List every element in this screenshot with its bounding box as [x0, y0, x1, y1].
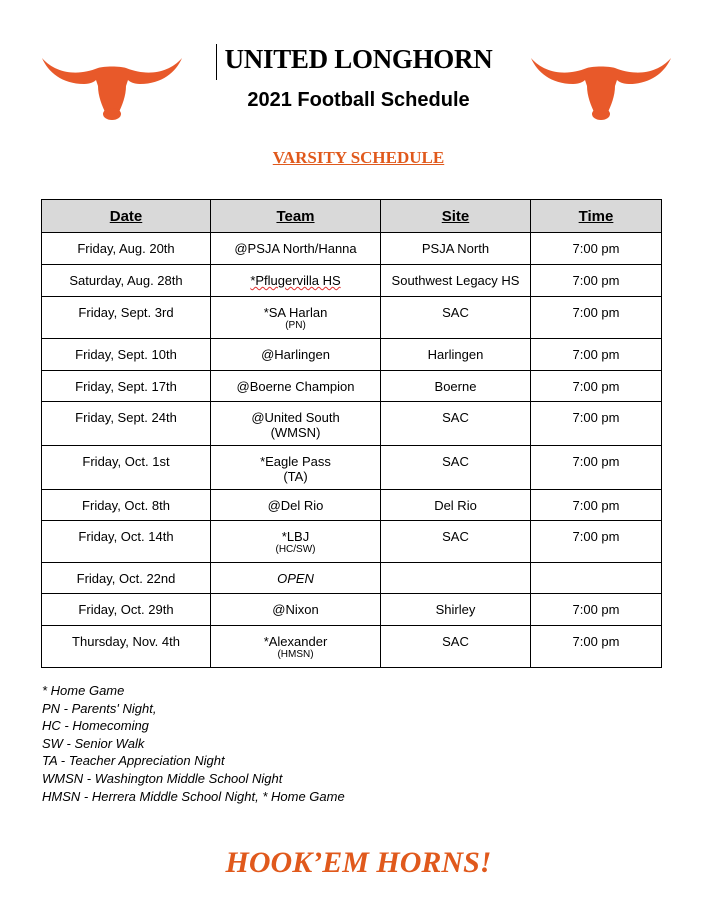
cell-team-note: (WMSN): [270, 425, 321, 440]
cell-team: @Boerne Champion: [211, 371, 381, 402]
cell-site: [381, 563, 531, 594]
cell-time: 7:00 pm: [531, 490, 662, 521]
cell-team: [211, 521, 381, 563]
cell-time: 7:00 pm: [531, 371, 662, 402]
cell-time: 7:00 pm: [531, 297, 662, 339]
table-row: [42, 233, 662, 265]
cell-team-text: *Pflugervilla HS: [250, 273, 341, 288]
cell-date: Friday, Sept. 24th: [42, 402, 211, 446]
cell-time: 7:00 pm: [531, 521, 662, 563]
table-row: [42, 402, 662, 446]
cell-date: Friday, Oct. 22nd: [42, 563, 211, 594]
cell-time: 7:00 pm: [531, 265, 662, 297]
cell-team-text: *Eagle Pass: [260, 454, 331, 469]
legend-item: HC - Homecoming: [42, 718, 149, 734]
legend-item: HMSN - Herrera Middle School Night, * Home Game: [42, 788, 345, 804]
cell-site: Harlingen: [381, 339, 531, 371]
table-row: [42, 265, 662, 297]
page-subtitle: 2021 Football Schedule: [247, 89, 470, 111]
cell-team: @PSJA North/Hanna: [211, 233, 381, 265]
cell-date: Friday, Oct. 1st: [42, 446, 211, 490]
cell-team-text: @United South: [251, 410, 340, 425]
cell-date: Friday, Sept. 17th: [42, 371, 211, 402]
table-header-row: [42, 200, 662, 233]
schedule-table: [41, 199, 662, 668]
cell-time: 7:00 pm: [531, 402, 662, 446]
table-row: [42, 521, 662, 563]
table-row: [42, 626, 662, 668]
legend-item: PN - Parents' Night,: [42, 700, 157, 716]
legend: [42, 682, 345, 805]
column-header-time: Time: [531, 200, 662, 233]
legend-item: * Home Game: [42, 683, 125, 698]
cell-team: [211, 446, 381, 490]
cell-team: [211, 297, 381, 339]
cell-team-text: *SA Harlan: [263, 305, 328, 320]
table-row: [42, 339, 662, 371]
cell-team: @Nixon: [211, 594, 381, 626]
cell-date: Friday, Sept. 3rd: [42, 297, 211, 339]
table-row: [42, 297, 662, 339]
legend-item: WMSN - Washington Middle School Night: [42, 770, 283, 786]
cell-site: Shirley: [381, 594, 531, 626]
cell-site: PSJA North: [381, 233, 531, 265]
cell-time: 7:00 pm: [531, 594, 662, 626]
cell-site: SAC: [381, 521, 531, 563]
cell-site: Boerne: [381, 371, 531, 402]
cell-site: SAC: [381, 446, 531, 490]
cell-team-text: *Alexander: [263, 634, 328, 649]
cell-date: Friday, Oct. 8th: [42, 490, 211, 521]
section-title: VARSITY SCHEDULE: [272, 148, 445, 167]
cell-site: Southwest Legacy HS: [381, 265, 531, 297]
cell-team: [211, 563, 381, 594]
cell-team: @Harlingen: [211, 339, 381, 371]
cell-team: [211, 265, 381, 297]
page-title: UNITED LONGHORN: [224, 44, 493, 74]
cell-team-text: *LBJ: [281, 529, 310, 544]
cell-date: Friday, Oct. 29th: [42, 594, 211, 626]
cell-team: [211, 626, 381, 668]
cell-date: Thursday, Nov. 4th: [42, 626, 211, 668]
cell-team: [211, 402, 381, 446]
cell-time: 7:00 pm: [531, 626, 662, 668]
table-row: [42, 490, 662, 521]
cell-team-note: (HC/SW): [275, 544, 316, 555]
footer-slogan: HOOK’EM HORNS!: [225, 846, 492, 879]
column-header-date: Date: [42, 200, 211, 233]
table-row: [42, 563, 662, 594]
cell-site: SAC: [381, 297, 531, 339]
cell-team-note: (TA): [283, 469, 308, 484]
cell-date: Saturday, Aug. 28th: [42, 265, 211, 297]
legend-item: SW - Senior Walk: [42, 735, 145, 751]
cell-time: 7:00 pm: [531, 339, 662, 371]
cell-date: Friday, Oct. 14th: [42, 521, 211, 563]
legend-item: TA - Teacher Appreciation Night: [42, 753, 225, 769]
column-header-team: Team: [211, 200, 381, 233]
cell-team-text: OPEN: [277, 571, 314, 586]
cell-team-note: (HMSN): [277, 649, 314, 660]
cell-site: Del Rio: [381, 490, 531, 521]
cell-site: SAC: [381, 626, 531, 668]
table-row: [42, 446, 662, 490]
cell-site: SAC: [381, 402, 531, 446]
table-row: [42, 594, 662, 626]
cell-date: Friday, Sept. 10th: [42, 339, 211, 371]
cell-team: @Del Rio: [211, 490, 381, 521]
cell-time: 7:00 pm: [531, 446, 662, 490]
cell-time: [531, 563, 662, 594]
cell-team-note: (PN): [285, 320, 306, 331]
cell-date: Friday, Aug. 20th: [42, 233, 211, 265]
table-row: [42, 371, 662, 402]
column-header-site: Site: [381, 200, 531, 233]
cell-time: 7:00 pm: [531, 233, 662, 265]
